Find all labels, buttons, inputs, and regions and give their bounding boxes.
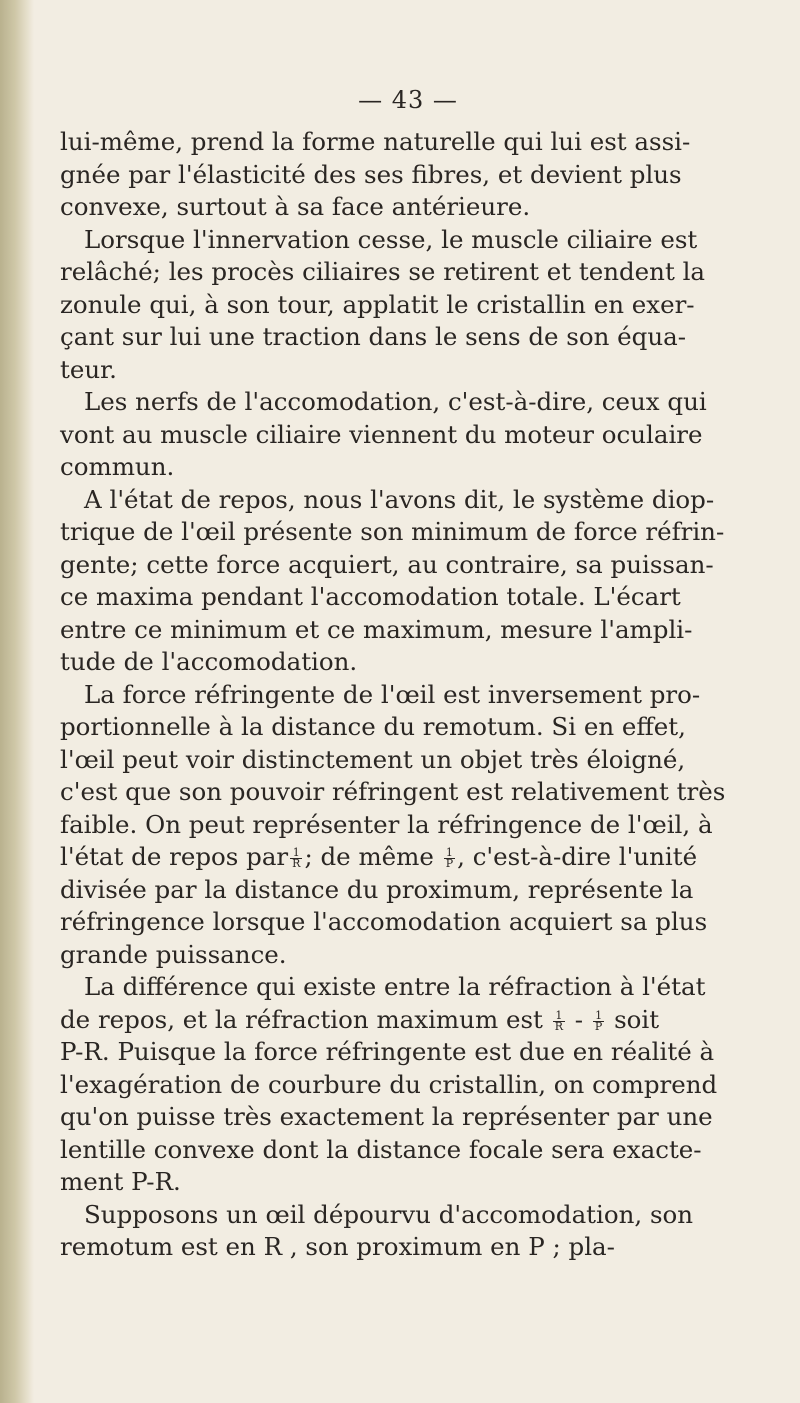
text-line: réfringence lorsque l'accomodation acquiert sa plus	[60, 907, 708, 936]
text-line: A l'état de repos, nous l'avons dit, le système diop-	[84, 484, 715, 514]
text-line: ment P-R.	[60, 1167, 181, 1196]
text-line: Lorsque l'innervation cesse, le muscle ciliaire est	[84, 224, 698, 254]
text-line-with-fractions	[60, 1004, 740, 1037]
text-line: tude de l'accomodation.	[60, 647, 358, 676]
fraction-denominator: P	[594, 1019, 603, 1033]
fraction-numerator: 1	[593, 1011, 604, 1022]
fraction-numerator: 1	[553, 1011, 565, 1022]
text-line: entre ce minimum et ce maximum, mesure l'ampli-	[60, 614, 693, 644]
text-line-with-fractions	[60, 841, 740, 874]
fraction-numerator: 1	[290, 848, 302, 859]
page-edge-shadow	[0, 0, 34, 1403]
text-segment: l'état de repos par	[60, 842, 289, 871]
text-segment: , c'est-à-dire l'unité	[457, 842, 698, 871]
page-number: — 43 —	[358, 86, 458, 114]
text-line: lui-même, prend la forme naturelle qui lui est assi-	[60, 127, 691, 156]
text-line: remotum est en R , son proximum en P ; pla-	[60, 1232, 615, 1261]
text-line: P-R. Puisque la force réfringente est due en réalité à	[60, 1037, 715, 1066]
text-line: gente; cette force acquiert, au contraire, sa puissan-	[60, 549, 714, 579]
fraction-one-over-p	[444, 848, 455, 869]
text-line: divisée par la distance du proximum, représente la	[60, 874, 694, 904]
text-line: qu'on puisse très exactement la représenter par une	[60, 1102, 713, 1131]
text-line: vont au muscle ciliaire viennent du moteur oculaire	[60, 419, 703, 449]
fraction-numerator: 1	[444, 848, 455, 859]
text-line: çant sur lui une traction dans le sens de son équa-	[60, 322, 687, 351]
text-segment: de repos, et la réfraction maximum est	[60, 1004, 543, 1034]
fraction-denominator: R	[554, 1019, 563, 1033]
fraction-one-over-r	[290, 848, 302, 869]
text-line: l'exagération de courbure du cristallin, on comprend	[60, 1069, 718, 1099]
text-line: Supposons un œil dépourvu d'accomodation, son	[84, 1199, 694, 1229]
text-line: convexe, surtout à sa face antérieure.	[60, 192, 531, 221]
text-segment: ; de même	[304, 842, 434, 871]
text-segment: soit	[614, 1004, 660, 1034]
text-line: gnée par l'élasticité des ses fibres, et devient plus	[60, 159, 682, 189]
text-line: La différence qui existe entre la réfraction à l'état	[84, 972, 706, 1001]
text-line: ce maxima pendant l'accomodation totale. L'écart	[60, 582, 681, 611]
text-line: c'est que son pouvoir réfringent est relativement très	[60, 777, 726, 806]
text-line: La force réfringente de l'œil est inversement pro-	[84, 679, 701, 709]
text-line: faible. On peut représenter la réfringence de l'œil, à	[60, 809, 713, 839]
fraction-one-over-p	[593, 1008, 604, 1033]
text-line: lentille convexe dont la distance focale sera exacte-	[60, 1134, 702, 1164]
text-line: relâché; les procès ciliaires se retirent et tendent la	[60, 257, 706, 286]
text-line: commun.	[60, 452, 175, 481]
fraction-denominator: R	[292, 857, 301, 870]
fraction-denominator: P	[445, 857, 454, 870]
text-line: portionnelle à la distance du remotum. Si en effet,	[60, 712, 686, 741]
text-line: grande puissance.	[60, 939, 287, 969]
text-line: teur.	[60, 354, 117, 384]
text-line: trique de l'œil présente son minimum de force réfrin-	[60, 517, 725, 546]
fraction-one-over-r	[553, 1008, 565, 1033]
text-line: l'œil peut voir distinctement un objet très éloigné,	[60, 744, 686, 774]
book-page	[60, 84, 740, 1264]
minus-sign: -	[574, 1004, 584, 1034]
text-line: Les nerfs de l'accomodation, c'est-à-dire, ceux qui	[84, 387, 707, 416]
text-line: zonule qui, à son tour, applatit le cristallin en exer-	[60, 289, 695, 319]
